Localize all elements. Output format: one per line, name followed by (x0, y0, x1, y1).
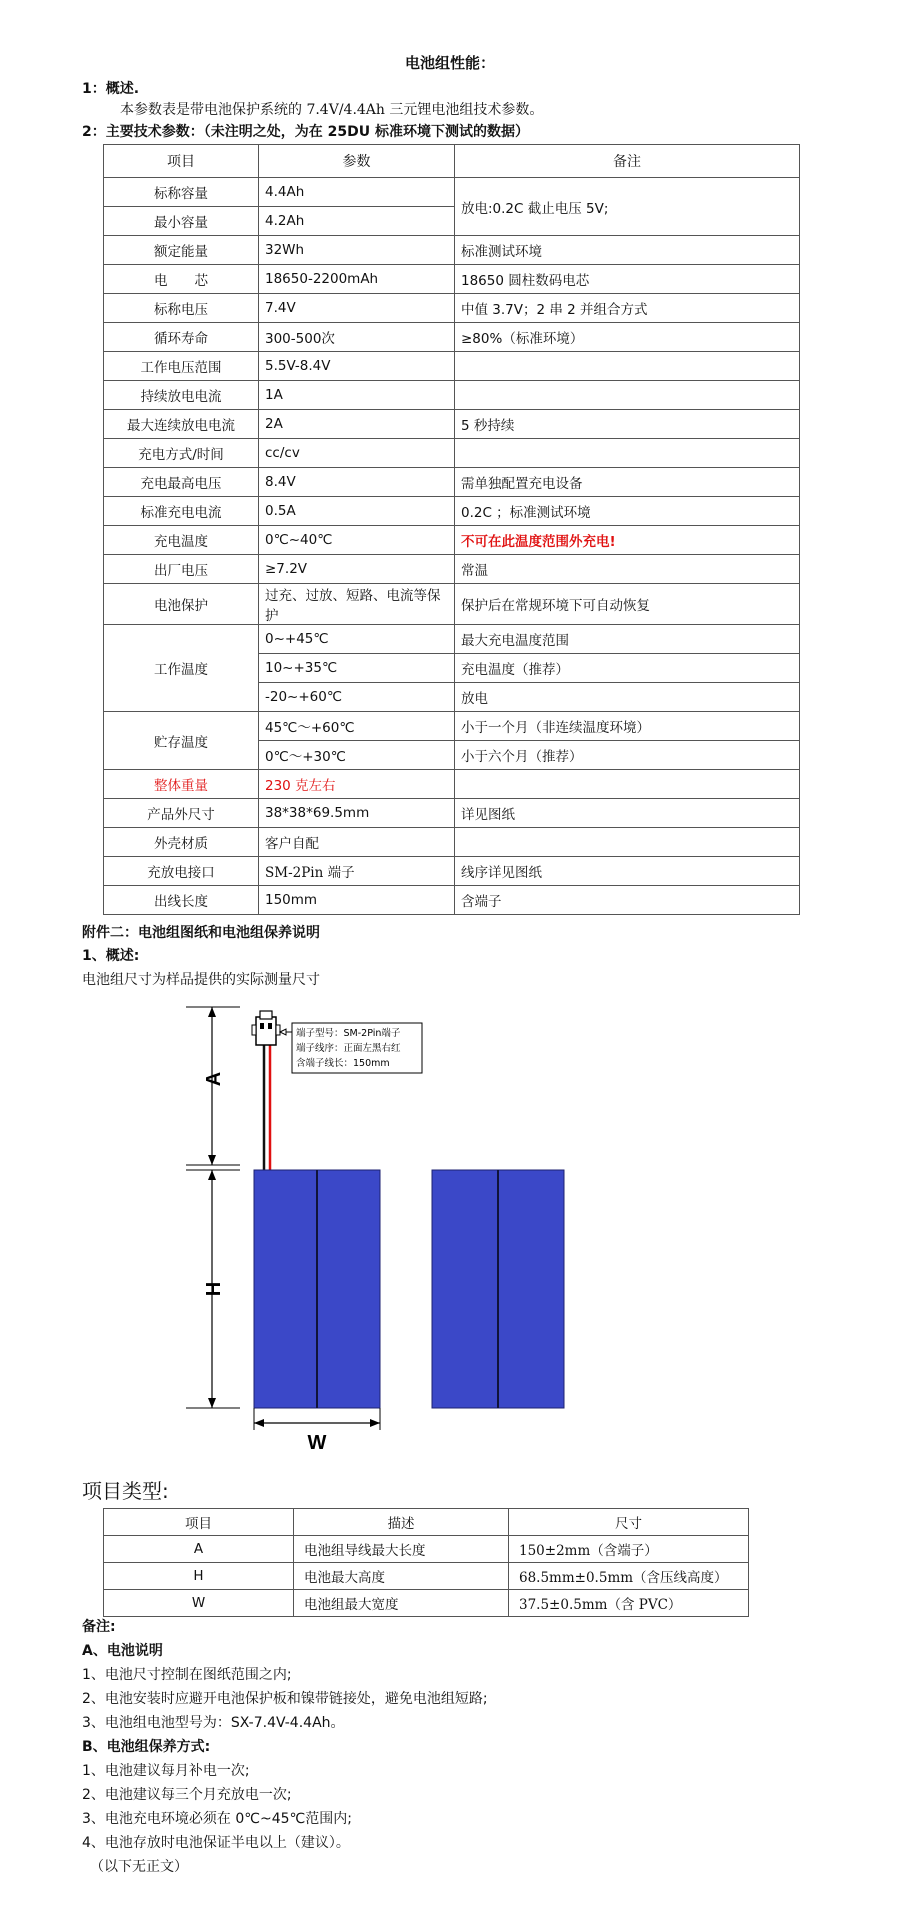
types-header-item: 项目 (104, 1509, 294, 1536)
row-param: 0~+45℃ (259, 625, 455, 654)
row-item: 充电最高电压 (104, 468, 259, 497)
row-param: 客户自配 (259, 828, 455, 857)
notes-b-heading: B、电池组保养方式: (82, 1739, 211, 1755)
types-header-row (104, 1509, 749, 1536)
table-row (104, 497, 800, 526)
row-param: 5.5V-8.4V (259, 352, 455, 381)
row-param: 150mm (259, 886, 455, 915)
row-param: cc/cv (259, 439, 455, 468)
row-remark (455, 439, 800, 468)
notes-a-heading: A、电池说明 (82, 1643, 163, 1659)
row-item: 标准充电电流 (104, 497, 259, 526)
row-item: 持续放电电流 (104, 381, 259, 410)
appendix-overview-text: 电池组尺寸为样品提供的实际测量尺寸 (82, 972, 320, 988)
row-item: 出线长度 (104, 886, 259, 915)
row-item: 出厂电压 (104, 555, 259, 584)
row-item: 循环寿命 (104, 323, 259, 352)
table-row (104, 828, 800, 857)
types-size: 37.5±0.5mm（含 PVC） (509, 1590, 749, 1617)
row-remark: 小于六个月（推荐） (455, 741, 800, 770)
header-item: 项目 (104, 145, 259, 178)
types-size: 150±2mm（含端子） (509, 1536, 749, 1563)
table-row (104, 323, 800, 352)
row-item: 产品外尺寸 (104, 799, 259, 828)
row-remark (455, 770, 800, 799)
row-remark (455, 352, 800, 381)
row-item: 工作温度 (104, 625, 259, 712)
table-row (104, 265, 800, 294)
row-param: ≥7.2V (259, 555, 455, 584)
row-remark (455, 828, 800, 857)
dim-w-arrow-right (370, 1419, 380, 1427)
table-row (104, 294, 800, 323)
row-param: 1A (259, 381, 455, 410)
table-row (104, 857, 800, 886)
row-item: 标称电压 (104, 294, 259, 323)
table-row (104, 410, 800, 439)
table-row (104, 468, 800, 497)
notes-a-item: 2、电池安装时应避开电池保护板和镍带链接处，避免电池组短路; (82, 1691, 488, 1707)
row-param: 2A (259, 410, 455, 439)
row-param: 4.2Ah (259, 207, 455, 236)
row-item-highlight: 整体重量 (104, 770, 259, 799)
table-row (104, 625, 800, 654)
notes-heading: 备注: (82, 1619, 116, 1635)
types-heading: 项目类型: (82, 1479, 169, 1503)
table-row (104, 439, 800, 468)
table-row (104, 712, 800, 741)
types-header-size: 尺寸 (509, 1509, 749, 1536)
callout-terminal-model: 端子型号：SM-2Pin端子 (296, 1028, 401, 1039)
overview-text: 本参数表是带电池保护系统的 7.4V/4.4Ah 三元锂电池组技术参数。 (120, 102, 544, 118)
row-remark: 放电:0.2C 截止电压 5V; (455, 178, 800, 236)
table-row (104, 526, 800, 555)
spec-header-row (104, 145, 800, 178)
dim-h-arrow-bottom (208, 1398, 216, 1408)
row-remark (455, 381, 800, 410)
row-remark: 18650 圆柱数码电芯 (455, 265, 800, 294)
notes-a-item: 1、电池尺寸控制在图纸范围之内; (82, 1667, 292, 1683)
table-row (104, 352, 800, 381)
row-param: SM-2Pin 端子 (259, 857, 455, 886)
dim-a-label: A (203, 1071, 225, 1087)
table-row (104, 1590, 749, 1617)
row-remark: 0.2C ；标准测试环境 (455, 497, 800, 526)
table-row (104, 584, 800, 625)
callout-arrow-icon (280, 1029, 286, 1035)
table-row (104, 236, 800, 265)
row-param: 4.4Ah (259, 178, 455, 207)
row-param: 8.4V (259, 468, 455, 497)
notes-b-item: 4、电池存放时电池保证半电以上（建议）。 (82, 1835, 350, 1851)
table-row (104, 770, 800, 799)
row-remark: 含端子 (455, 886, 800, 915)
row-remark: 线序详见图纸 (455, 857, 800, 886)
row-item: 外壳材质 (104, 828, 259, 857)
row-remark: 放电 (455, 683, 800, 712)
row-param: 300-500次 (259, 323, 455, 352)
types-item: A (104, 1536, 294, 1563)
notes-b-item: 2、电池建议每三个月充放电一次; (82, 1787, 292, 1803)
row-remark: 标准测试环境 (455, 236, 800, 265)
row-remark: 5 秒持续 (455, 410, 800, 439)
row-param-highlight: 230 克左右 (259, 770, 455, 799)
types-table (103, 1508, 749, 1617)
row-remark-warning: 不可在此温度范围外充电! (455, 526, 800, 555)
table-row (104, 799, 800, 828)
header-remark: 备注 (455, 145, 800, 178)
row-param: 32Wh (259, 236, 455, 265)
row-item: 电 芯 (104, 265, 259, 294)
row-param: 7.4V (259, 294, 455, 323)
row-item: 电池保护 (104, 584, 259, 625)
spec-table (103, 144, 800, 915)
header-param: 参数 (259, 145, 455, 178)
row-item: 充电温度 (104, 526, 259, 555)
types-header-desc: 描述 (294, 1509, 509, 1536)
row-param: 18650-2200mAh (259, 265, 455, 294)
row-remark: 中值 3.7V；2 串 2 并组合方式 (455, 294, 800, 323)
table-row (104, 555, 800, 584)
row-remark: 常温 (455, 555, 800, 584)
types-item: H (104, 1563, 294, 1590)
table-row (104, 178, 800, 207)
row-remark: 保护后在常规环境下可自动恢复 (455, 584, 800, 625)
types-desc: 电池组导线最大长度 (294, 1536, 509, 1563)
battery-drawing (180, 995, 680, 1475)
row-item: 额定能量 (104, 236, 259, 265)
appendix-heading: 附件二：电池组图纸和电池组保养说明 (82, 925, 320, 941)
table-row (104, 1536, 749, 1563)
notes-b-item: 1、电池建议每月补电一次; (82, 1763, 250, 1779)
row-param: -20~+60℃ (259, 683, 455, 712)
row-item: 标称容量 (104, 178, 259, 207)
types-size: 68.5mm±0.5mm（含压线高度） (509, 1563, 749, 1590)
callout-wire-length: 含端子线长：150mm (296, 1058, 390, 1069)
row-param: 45℃～+60℃ (259, 712, 455, 741)
notes-a-item: 3、电池组电池型号为：SX-7.4V-4.4Ah。 (82, 1715, 345, 1731)
row-remark: 详见图纸 (455, 799, 800, 828)
params-heading: 2：主要技术参数：（未注明之处，为在 25DU 标准环境下测试的数据） (82, 124, 529, 140)
table-row (104, 1563, 749, 1590)
row-param: 0℃～+30℃ (259, 741, 455, 770)
table-row (104, 886, 800, 915)
row-param: 过充、过放、短路、电流等保护 (259, 584, 455, 625)
types-desc: 电池组最大宽度 (294, 1590, 509, 1617)
dim-h-label: H (203, 1281, 225, 1297)
dim-h-arrow-top (208, 1170, 216, 1180)
dim-a-arrow-bottom (208, 1155, 216, 1165)
row-param: 0.5A (259, 497, 455, 526)
row-param: 38*38*69.5mm (259, 799, 455, 828)
types-item: W (104, 1590, 294, 1617)
row-param: 0℃~40℃ (259, 526, 455, 555)
row-item: 最小容量 (104, 207, 259, 236)
dim-a-arrow-top (208, 1007, 216, 1017)
row-remark: 充电温度（推荐） (455, 654, 800, 683)
row-remark: 最大充电温度范围 (455, 625, 800, 654)
row-remark: 小于一个月（非连续温度环境） (455, 712, 800, 741)
row-remark: ≥80%（标准环境） (455, 323, 800, 352)
dim-w-label: W (307, 1432, 327, 1454)
sm-2pin-connector-icon (252, 1011, 280, 1045)
notes-b-item: 3、电池充电环境必须在 0℃~45℃范围内; (82, 1811, 352, 1827)
document-title: 电池组性能： (404, 54, 495, 72)
appendix-overview-heading: 1、概述: (82, 948, 140, 964)
row-item: 工作电压范围 (104, 352, 259, 381)
dim-w-arrow-left (254, 1419, 264, 1427)
row-item: 充电方式/时间 (104, 439, 259, 468)
end-of-text: （以下无正文） (90, 1859, 188, 1875)
types-desc: 电池最大高度 (294, 1563, 509, 1590)
row-item: 最大连续放电电流 (104, 410, 259, 439)
overview-heading: 1：概述. (82, 81, 140, 97)
row-param: 10~+35℃ (259, 654, 455, 683)
table-row (104, 381, 800, 410)
callout-wire-order: 端子线序：正面左黑右红 (296, 1043, 401, 1054)
row-item: 贮存温度 (104, 712, 259, 770)
row-item: 充放电接口 (104, 857, 259, 886)
row-remark: 需单独配置充电设备 (455, 468, 800, 497)
